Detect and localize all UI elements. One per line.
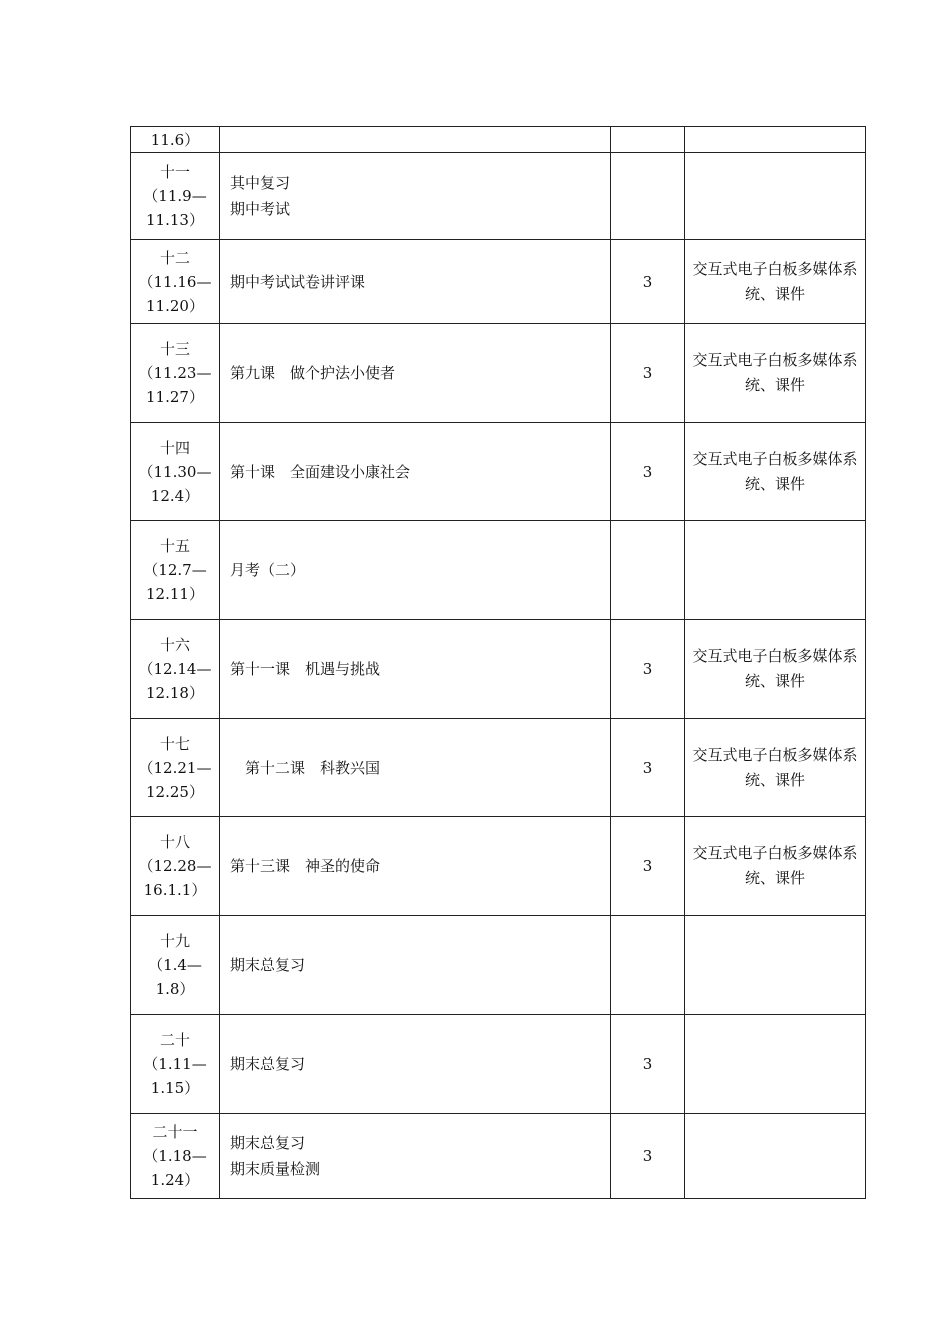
lesson-title: 第十二课 科教兴国 [230, 758, 381, 777]
lesson-title: 第十三课 神圣的使命 [230, 857, 381, 875]
table-row [131, 324, 866, 423]
content-cell [220, 916, 611, 1015]
lesson-title: 期末总复习 [230, 956, 306, 974]
week-dates: （12.28— [138, 857, 212, 875]
week-number: 十八 [159, 833, 190, 851]
table-row [131, 719, 866, 817]
hours-cell: 3 [611, 620, 685, 719]
week-number: 十四 [159, 438, 190, 457]
week-dates: 1.15） [150, 1079, 200, 1097]
schedule-body [131, 127, 866, 1199]
week-dates: （12.14— [138, 660, 212, 678]
week-dates: 16.1.1） [143, 881, 207, 899]
media-cell [685, 1114, 866, 1199]
week-cell [131, 817, 220, 916]
content-cell [220, 153, 611, 240]
media-cell [685, 916, 866, 1015]
hours-cell [611, 153, 685, 240]
week-dates: （1.11— [143, 1055, 207, 1073]
content-cell [220, 423, 611, 521]
week-number: 十六 [159, 636, 190, 654]
hours-cell [611, 521, 685, 620]
week-number: 十五 [159, 537, 190, 555]
lesson-title: 第十课 全面建设小康社会 [230, 462, 411, 481]
week-dates: 1.8） [155, 980, 195, 998]
week-dates: 12.11） [146, 585, 204, 603]
week-dates: 1.24） [150, 1171, 200, 1189]
hours-cell: 3 [611, 817, 685, 916]
week-dates: （1.18— [143, 1147, 207, 1165]
lesson-title: 期末总复习 [230, 1055, 306, 1073]
week-dates: 12.25） [146, 782, 204, 801]
media-cell [685, 127, 866, 153]
table-row [131, 240, 866, 324]
week-cell [131, 1015, 220, 1114]
media-cell: 交互式电子白板多媒体系统、课件 [685, 423, 866, 521]
table-row [131, 423, 866, 521]
lesson-title: 第十一课 机遇与挑战 [230, 660, 381, 678]
lesson-title: 期中考试试卷讲评课 [230, 272, 366, 291]
content-cell [220, 521, 611, 620]
lesson-title: 其中复习 [230, 174, 291, 192]
table-row [131, 620, 866, 719]
week-cell [131, 916, 220, 1015]
week-cell [131, 1114, 220, 1199]
schedule-table [130, 126, 866, 1199]
media-cell: 交互式电子白板多媒体系统、课件 [685, 324, 866, 423]
hours-cell: 3 [611, 240, 685, 324]
week-cell [131, 423, 220, 521]
table-row [131, 127, 866, 153]
media-cell: 交互式电子白板多媒体系统、课件 [685, 620, 866, 719]
media-cell [685, 153, 866, 240]
week-dates: （11.23— [138, 364, 212, 382]
week-dates: （11.9— [143, 187, 207, 205]
lesson-title: 第九课 做个护法小使者 [230, 364, 396, 382]
hours-cell: 3 [611, 423, 685, 521]
week-dates: （1.4— [148, 956, 202, 974]
media-cell [685, 1015, 866, 1114]
week-cell [131, 153, 220, 240]
media-cell [685, 521, 866, 620]
media-cell: 交互式电子白板多媒体系统、课件 [685, 240, 866, 324]
lesson-title: 月考（二） [230, 561, 306, 579]
hours-cell [611, 127, 685, 153]
lesson-title: 期末总复习 [230, 1134, 306, 1152]
media-cell: 交互式电子白板多媒体系统、课件 [685, 719, 866, 817]
table-row [131, 1015, 866, 1114]
media-cell: 交互式电子白板多媒体系统、课件 [685, 817, 866, 916]
week-dates: 12.4） [150, 486, 200, 505]
week-dates: （12.7— [143, 561, 207, 579]
content-cell [220, 1015, 611, 1114]
content-cell [220, 240, 611, 324]
week-number: 十一 [159, 163, 190, 181]
week-dates: 12.18） [146, 684, 204, 702]
week-cell [131, 324, 220, 423]
week-dates: 11.27） [146, 388, 204, 406]
week-dates: （11.30— [138, 462, 212, 481]
hours-cell: 3 [611, 324, 685, 423]
hours-cell: 3 [611, 719, 685, 817]
week-number: 二十 [159, 1031, 190, 1049]
content-cell [220, 324, 611, 423]
content-cell [220, 1114, 611, 1199]
week-cell [131, 719, 220, 817]
week-number: 十二 [159, 248, 190, 267]
week-cell [131, 127, 220, 153]
week-number: 二十一 [152, 1123, 198, 1141]
week-number: 十七 [159, 734, 190, 753]
lesson-title: 期末质量检测 [230, 1160, 321, 1178]
week-dates: （12.21— [138, 758, 212, 777]
week-cell [131, 620, 220, 719]
week-cell [131, 521, 220, 620]
content-cell [220, 719, 611, 817]
table-row [131, 1114, 866, 1199]
week-dates: 11.6） [150, 130, 200, 149]
lesson-title: 期中考试 [230, 200, 291, 218]
table-row [131, 916, 866, 1015]
week-dates: 11.20） [146, 296, 204, 315]
week-number: 十三 [159, 340, 190, 358]
content-cell [220, 817, 611, 916]
week-number: 十九 [159, 932, 190, 950]
table-row [131, 521, 866, 620]
hours-cell [611, 916, 685, 1015]
table-row [131, 817, 866, 916]
content-cell [220, 620, 611, 719]
content-cell [220, 127, 611, 153]
week-dates: 11.13） [146, 211, 204, 229]
week-dates: （11.16— [138, 272, 212, 291]
table-row [131, 153, 866, 240]
hours-cell: 3 [611, 1015, 685, 1114]
week-cell [131, 240, 220, 324]
hours-cell: 3 [611, 1114, 685, 1199]
